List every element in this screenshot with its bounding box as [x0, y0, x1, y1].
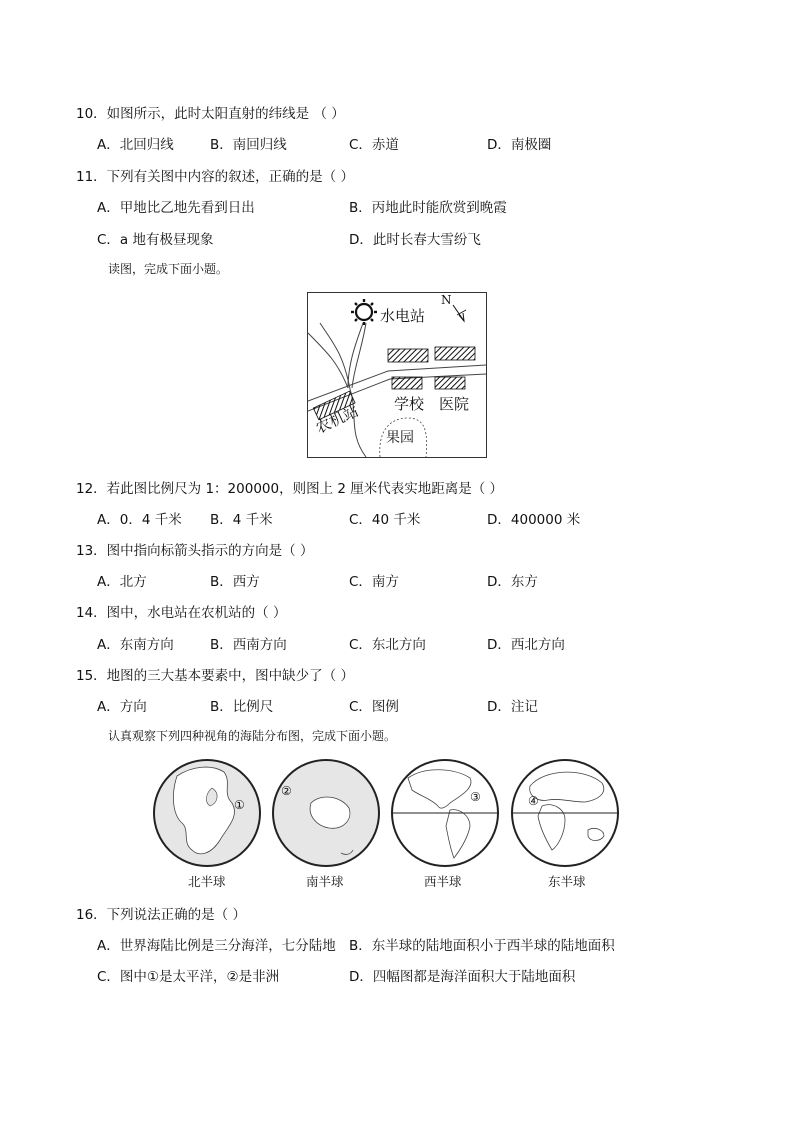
- globe-west-label: 西半球: [424, 874, 462, 889]
- globe-south: [271, 758, 381, 872]
- question-15-stem: 15．地图的三大基本要素中，图中缺少了（ ）: [76, 668, 354, 684]
- building-hatch: [388, 349, 428, 362]
- q16-option-a: A．世界海陆比例是三分海洋，七分陆地: [97, 938, 336, 954]
- map-intro: 读图，完成下面小题。: [108, 262, 229, 276]
- hydro-station-label: 水电站: [380, 307, 426, 325]
- building-hatch: [392, 377, 422, 389]
- globe-mark-4: ④: [528, 794, 539, 808]
- q11-option-b: B．丙地此时能欣赏到晚霞: [349, 200, 507, 216]
- globe-north-label: 北半球: [188, 874, 226, 889]
- q14-option-d: D．西北方向: [487, 637, 565, 653]
- question-10-stem: 10．如图所示，此时太阳直射的纬线是 （ ）: [76, 106, 345, 122]
- q12-option-c: C．40 千米: [349, 512, 421, 528]
- question-11-stem: 11．下列有关图中内容的叙述，正确的是（ ）: [76, 169, 354, 185]
- q11-option-a: A．甲地比乙地先看到日出: [97, 200, 255, 216]
- q16-option-b: B．东半球的陆地面积小于西半球的陆地面积: [349, 938, 615, 954]
- q13-option-d: D．东方: [487, 574, 538, 590]
- globe-east: [510, 758, 620, 872]
- q10-option-b: B．南回归线: [210, 137, 287, 153]
- hydro-station-icon: [351, 299, 377, 325]
- orchard-label: 果园: [386, 430, 414, 446]
- globe-south-label: 南半球: [306, 874, 344, 889]
- globe-mark-2: ②: [281, 784, 292, 798]
- q12-option-d: D．400000 米: [487, 512, 581, 528]
- q14-option-c: C．东北方向: [349, 637, 426, 653]
- q13-option-b: B．西方: [210, 574, 260, 590]
- q16-option-d: D．四幅图都是海洋面积大于陆地面积: [349, 969, 576, 985]
- q13-option-a: A．北方: [97, 574, 147, 590]
- globe-mark-1: ①: [234, 798, 245, 812]
- q14-option-b: B．西南方向: [210, 637, 287, 653]
- q15-option-d: D．注记: [487, 699, 538, 715]
- globe-mark-3: ③: [470, 790, 481, 804]
- q11-option-c: C．a 地有极昼现象: [97, 232, 214, 248]
- school-label: 学校: [394, 395, 425, 413]
- building-hatch: [435, 377, 465, 389]
- q11-option-d: D．此时长春大雪纷飞: [349, 232, 481, 248]
- sketch-map: [307, 292, 487, 458]
- globe-west: [390, 758, 500, 872]
- question-12-stem: 12．若此图比例尺为 1：200000，则图上 2 厘米代表实地距离是（ ）: [76, 481, 504, 497]
- q15-option-a: A．方向: [97, 699, 147, 715]
- q16-option-c: C．图中①是太平洋，②是非洲: [97, 969, 280, 985]
- q14-option-a: A．东南方向: [97, 637, 174, 653]
- question-13-stem: 13．图中指向标箭头指示的方向是（ ）: [76, 543, 314, 559]
- hospital-label: 医院: [439, 395, 470, 413]
- farm-station-label: 农机站: [312, 401, 362, 438]
- q12-option-a: A．0．4 千米: [97, 512, 182, 528]
- building-hatch: [435, 347, 475, 360]
- question-14-stem: 14．图中，水电站在农机站的（ ）: [76, 605, 287, 621]
- q10-option-c: C．赤道: [349, 137, 399, 153]
- question-16-stem: 16．下列说法正确的是（ ）: [76, 907, 246, 923]
- q10-option-d: D．南极圈: [487, 137, 552, 153]
- globe-east-label: 东半球: [548, 874, 586, 889]
- north-label: N: [441, 293, 452, 307]
- q10-option-a: A．北回归线: [97, 137, 174, 153]
- globe-north: [152, 758, 262, 872]
- north-arrow-icon: [453, 305, 466, 321]
- q15-option-c: C．图例: [349, 699, 399, 715]
- q12-option-b: B．4 千米: [210, 512, 273, 528]
- q15-option-b: B．比例尺: [210, 699, 274, 715]
- globes-intro: 认真观察下列四种视角的海陆分布图，完成下面小题。: [108, 729, 397, 743]
- q13-option-c: C．南方: [349, 574, 399, 590]
